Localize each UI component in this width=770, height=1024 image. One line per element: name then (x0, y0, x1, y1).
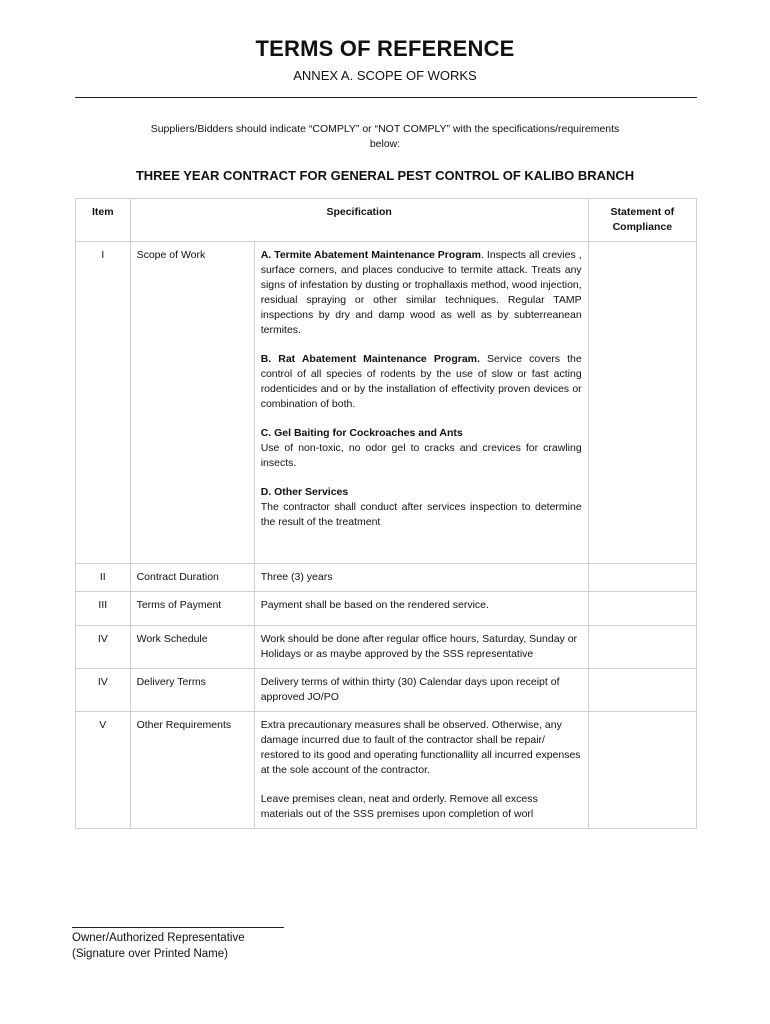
compliance-cell[interactable] (588, 564, 696, 592)
signature-line (72, 927, 284, 928)
spec-block-heading: B. Rat Abatement Maintenance Program. (260, 353, 480, 365)
spec-description: Delivery terms of within thirty (30) Calendar days upon receipt of approved JO/PO (254, 669, 588, 712)
signature-instruction: (Signature over Printed Name) (72, 948, 228, 960)
table-row (76, 564, 697, 592)
compliance-cell[interactable] (588, 669, 696, 712)
spec-description (254, 242, 588, 564)
table-row (76, 592, 697, 626)
spec-block-text: Extra precautionary measures shall be observed. Otherwise, any damage incurred due to fault of the contractor shall be repair/ restored to its good and operating functionallity all incurred expenses at the sole account of the contractor. (260, 719, 581, 776)
table-header-row (76, 199, 697, 242)
spec-block-text: . Inspects all crevies , surface corners, and places conducive to termite attack. Treats any signs of infestation by dusting or trophallaxis method, wood injection, residual spraying or other similar techniques. Regular TAMP inspections by dry and damp wood as well as by subterreanean termites. (260, 249, 582, 336)
table-row (76, 626, 697, 669)
spec-area: Terms of Payment (130, 592, 254, 626)
item-number: II (76, 564, 131, 592)
spec-block-heading: C. Gel Baiting for Cockroaches and Ants (260, 427, 463, 439)
document-title: TERMS OF REFERENCE (255, 36, 515, 61)
specification-table (75, 198, 697, 829)
spec-block (261, 426, 582, 471)
item-number: I (76, 242, 131, 564)
header-specification: Specification (130, 199, 588, 242)
header-divider (75, 97, 697, 98)
compliance-cell[interactable] (588, 626, 696, 669)
spec-description: Three (3) years (254, 564, 588, 592)
item-number: IV (76, 626, 131, 669)
intro-text: Suppliers/Bidders should indicate “COMPLY” or “NOT COMPLY” with the specifications/requirements below: (150, 123, 620, 150)
spec-area: Contract Duration (130, 564, 254, 592)
spec-block (261, 485, 582, 530)
spec-block-heading: D. Other Services (260, 486, 349, 498)
spec-description (254, 712, 588, 829)
signature-block (72, 930, 245, 962)
table-row (76, 712, 697, 829)
item-number: V (76, 712, 131, 829)
spec-block-heading: A. Termite Abatement Maintenance Program (260, 249, 481, 261)
spec-area: Other Requirements (130, 712, 254, 829)
spec-area: Scope of Work (130, 242, 254, 564)
table-row (76, 669, 697, 712)
signature-role: Owner/Authorized Representative (72, 932, 245, 944)
spec-area: Work Schedule (130, 626, 254, 669)
header-compliance: Statement of Compliance (588, 199, 696, 242)
compliance-cell[interactable] (588, 592, 696, 626)
spec-block (261, 352, 582, 412)
spec-area: Delivery Terms (130, 669, 254, 712)
table-row (76, 242, 697, 564)
spec-description: Work should be done after regular office hours, Saturday, Sunday or Holidays or as maybe approved by the SSS representative (254, 626, 588, 669)
compliance-cell[interactable] (588, 712, 696, 829)
item-number: III (76, 592, 131, 626)
header-item: Item (76, 199, 131, 242)
compliance-cell[interactable] (588, 242, 696, 564)
spec-block-text: Service covers the control of all species of rodents by the use of slow or fast acting rodenticides and or by the installation of effectivity proven devices or combination of both. (260, 353, 582, 410)
spec-block-text: Use of non-toxic, no odor gel to cracks and crevices for crawling insects. (260, 442, 582, 469)
contract-title: THREE YEAR CONTRACT FOR GENERAL PEST CONTROL OF KALIBO BRANCH (135, 168, 635, 183)
document-subtitle: ANNEX A. SCOPE OF WORKS (293, 68, 477, 83)
spec-description: Payment shall be based on the rendered service. (254, 592, 588, 626)
spec-block (261, 248, 582, 338)
spec-block-text: Leave premises clean, neat and orderly. Remove all excess materials out of the SSS premises upon completion of worl (260, 793, 538, 820)
spec-block-text: The contractor shall conduct after services inspection to determine the result of the treatment (260, 501, 582, 528)
item-number: IV (76, 669, 131, 712)
